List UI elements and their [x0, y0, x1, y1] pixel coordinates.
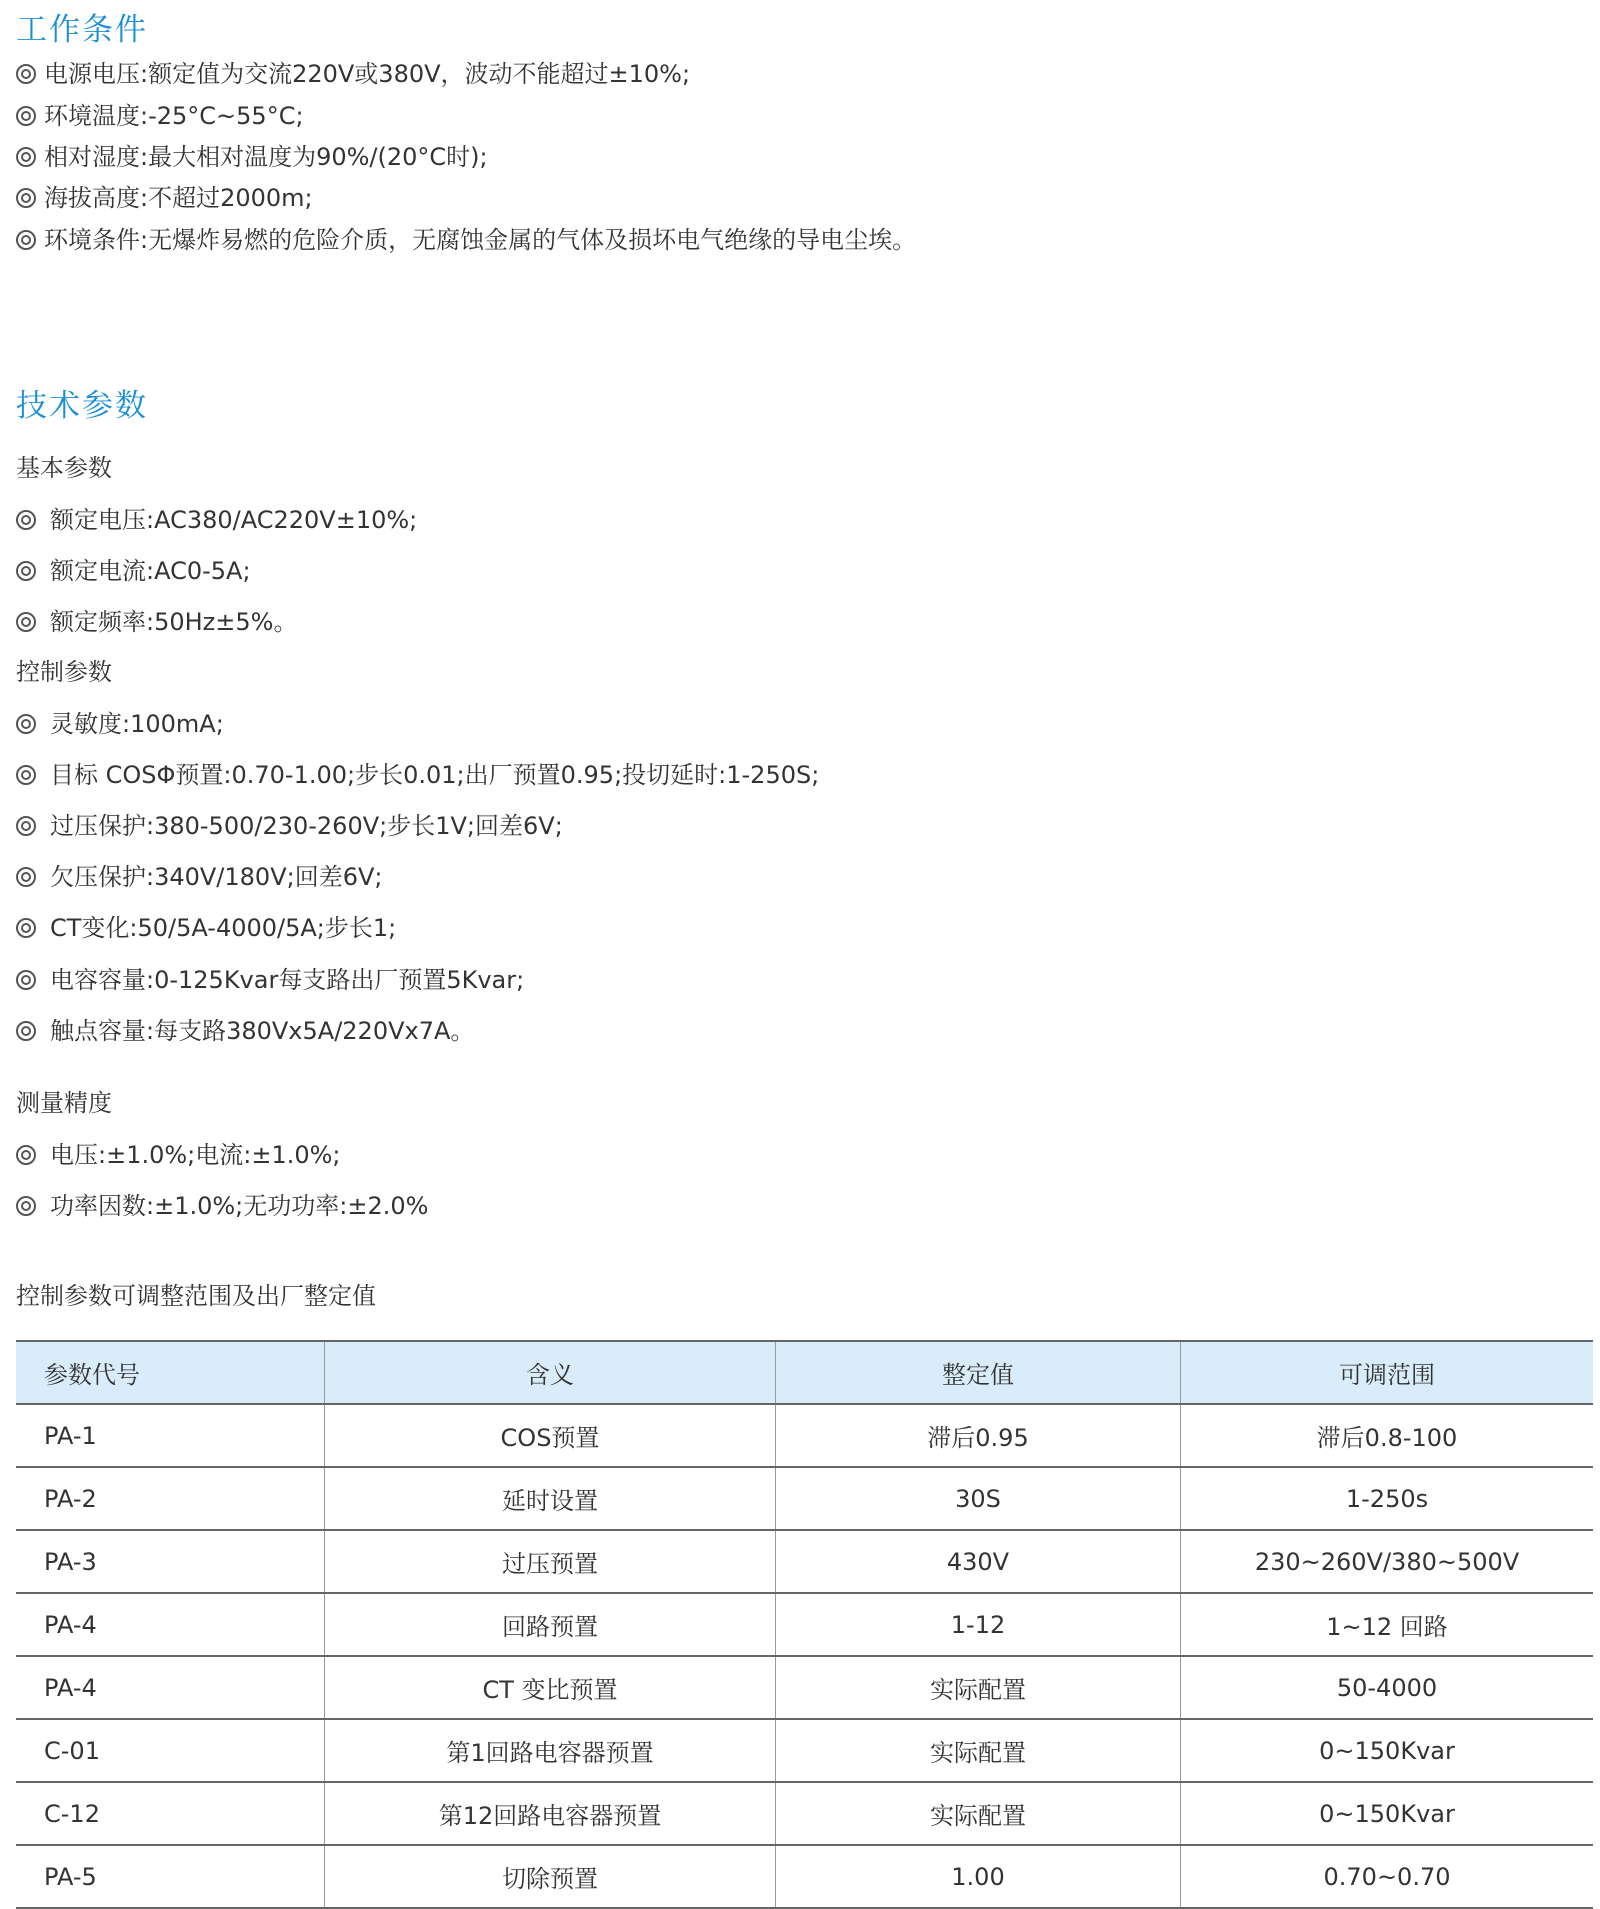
param-range: 1-250s: [1181, 1467, 1594, 1530]
work-condition-item: [16, 182, 313, 214]
accuracy-title: 测量精度: [16, 1089, 112, 1117]
double-circle-bullet-icon: [16, 816, 36, 836]
param-setting: 实际配置: [776, 1656, 1181, 1719]
double-circle-bullet-icon: [16, 147, 36, 167]
basic-param-text: 额定电压:AC380/AC220V±10%;: [50, 506, 418, 534]
control-param-item: [16, 810, 563, 842]
param-setting: 1.00: [776, 1845, 1181, 1908]
double-circle-bullet-icon: [16, 612, 36, 632]
param-meaning: 第1回路电容器预置: [325, 1719, 776, 1782]
basic-param-item: [16, 504, 417, 536]
table-row: [16, 1593, 1593, 1656]
accuracy-item: [16, 1190, 428, 1222]
control-param-item: [16, 964, 524, 996]
column-header: 参数代号: [16, 1341, 325, 1404]
param-setting: 1-12: [776, 1593, 1181, 1656]
table-row: [16, 1845, 1593, 1908]
param-range: 滞后0.8-100: [1181, 1404, 1594, 1467]
param-setting: 实际配置: [776, 1782, 1181, 1845]
double-circle-bullet-icon: [16, 64, 36, 84]
double-circle-bullet-icon: [16, 510, 36, 530]
control-param-item: [16, 1015, 474, 1047]
column-header: 可调范围: [1181, 1341, 1594, 1404]
param-code: PA-3: [16, 1530, 325, 1593]
param-setting: 30S: [776, 1467, 1181, 1530]
double-circle-bullet-icon: [16, 188, 36, 208]
params-table: [16, 1340, 1593, 1909]
double-circle-bullet-icon: [16, 1021, 36, 1041]
double-circle-bullet-icon: [16, 765, 36, 785]
param-code: PA-2: [16, 1467, 325, 1530]
work-condition-item: [16, 141, 488, 173]
accuracy-item: [16, 1139, 341, 1171]
work-condition-text: 电源电压:额定值为交流220V或380V，波动不能超过±10%;: [44, 60, 691, 88]
control-param-item: [16, 912, 396, 944]
work-conditions-title: 工作条件: [16, 12, 148, 48]
double-circle-bullet-icon: [16, 918, 36, 938]
param-code: PA-1: [16, 1404, 325, 1467]
param-meaning: COS预置: [325, 1404, 776, 1467]
param-meaning: 切除预置: [325, 1845, 776, 1908]
double-circle-bullet-icon: [16, 106, 36, 126]
double-circle-bullet-icon: [16, 1145, 36, 1165]
accuracy-text: 电压:±1.0%;电流:±1.0%;: [50, 1141, 341, 1169]
param-range: 230~260V/380~500V: [1181, 1530, 1594, 1593]
param-range: 50-4000: [1181, 1656, 1594, 1719]
work-condition-text: 相对湿度:最大相对温度为90%/(20°C时);: [44, 143, 488, 171]
param-setting: 430V: [776, 1530, 1181, 1593]
table-header-row: [16, 1341, 1593, 1404]
double-circle-bullet-icon: [16, 867, 36, 887]
work-condition-item: [16, 58, 690, 90]
control-param-text: 电容容量:0-125Kvar每支路出厂预置5Kvar;: [50, 966, 525, 994]
table-row: [16, 1404, 1593, 1467]
control-param-item: [16, 759, 819, 791]
basic-param-item: [16, 555, 251, 587]
param-range: 0~150Kvar: [1181, 1719, 1594, 1782]
table-row: [16, 1782, 1593, 1845]
basic-params-title: 基本参数: [16, 454, 112, 482]
control-param-text: CT变化:50/5A-4000/5A;步长1;: [50, 914, 397, 942]
basic-param-text: 额定电流:AC0-5A;: [50, 557, 251, 585]
param-setting: 实际配置: [776, 1719, 1181, 1782]
param-code: PA-5: [16, 1845, 325, 1908]
control-params-title: 控制参数: [16, 658, 112, 686]
double-circle-bullet-icon: [16, 714, 36, 734]
param-range: 1~12 回路: [1181, 1593, 1594, 1656]
work-condition-text: 环境条件:无爆炸易燃的危险介质，无腐蚀金属的气体及损坏电气绝缘的导电尘埃。: [44, 226, 917, 254]
work-condition-item: [16, 224, 916, 256]
double-circle-bullet-icon: [16, 230, 36, 250]
param-code: C-01: [16, 1719, 325, 1782]
param-meaning: 过压预置: [325, 1530, 776, 1593]
control-param-text: 过压保护:380-500/230-260V;步长1V;回差6V;: [50, 812, 563, 840]
control-param-text: 灵敏度:100mA;: [50, 710, 224, 738]
param-meaning: 延时设置: [325, 1467, 776, 1530]
basic-param-text: 额定频率:50Hz±5%。: [50, 608, 298, 636]
table-row: [16, 1530, 1593, 1593]
param-range: 0~150Kvar: [1181, 1782, 1594, 1845]
column-header: 含义: [325, 1341, 776, 1404]
work-condition-text: 环境温度:-25°C~55°C;: [44, 102, 304, 130]
param-meaning: CT 变比预置: [325, 1656, 776, 1719]
double-circle-bullet-icon: [16, 561, 36, 581]
control-param-item: [16, 861, 382, 893]
tech-params-title: 技术参数: [16, 388, 148, 424]
param-code: PA-4: [16, 1656, 325, 1719]
double-circle-bullet-icon: [16, 970, 36, 990]
param-code: C-12: [16, 1782, 325, 1845]
table-row: [16, 1719, 1593, 1782]
param-meaning: 第12回路电容器预置: [325, 1782, 776, 1845]
column-header: 整定值: [776, 1341, 1181, 1404]
control-param-text: 目标 COSΦ预置:0.70-1.00;步长0.01;出厂预置0.95;投切延时:1-250S;: [50, 761, 820, 789]
table-caption: 控制参数可调整范围及出厂整定值: [16, 1282, 376, 1310]
param-range: 0.70~0.70: [1181, 1845, 1594, 1908]
double-circle-bullet-icon: [16, 1196, 36, 1216]
basic-param-item: [16, 606, 297, 638]
param-setting: 滞后0.95: [776, 1404, 1181, 1467]
param-meaning: 回路预置: [325, 1593, 776, 1656]
table-row: [16, 1656, 1593, 1719]
work-condition-item: [16, 100, 304, 132]
control-param-item: [16, 708, 224, 740]
control-param-text: 触点容量:每支路380Vx5A/220Vx7A。: [50, 1017, 475, 1045]
table-row: [16, 1467, 1593, 1530]
accuracy-text: 功率因数:±1.0%;无功功率:±2.0%: [50, 1192, 429, 1220]
work-condition-text: 海拔高度:不超过2000m;: [44, 184, 313, 212]
param-code: PA-4: [16, 1593, 325, 1656]
control-param-text: 欠压保护:340V/180V;回差6V;: [50, 863, 383, 891]
